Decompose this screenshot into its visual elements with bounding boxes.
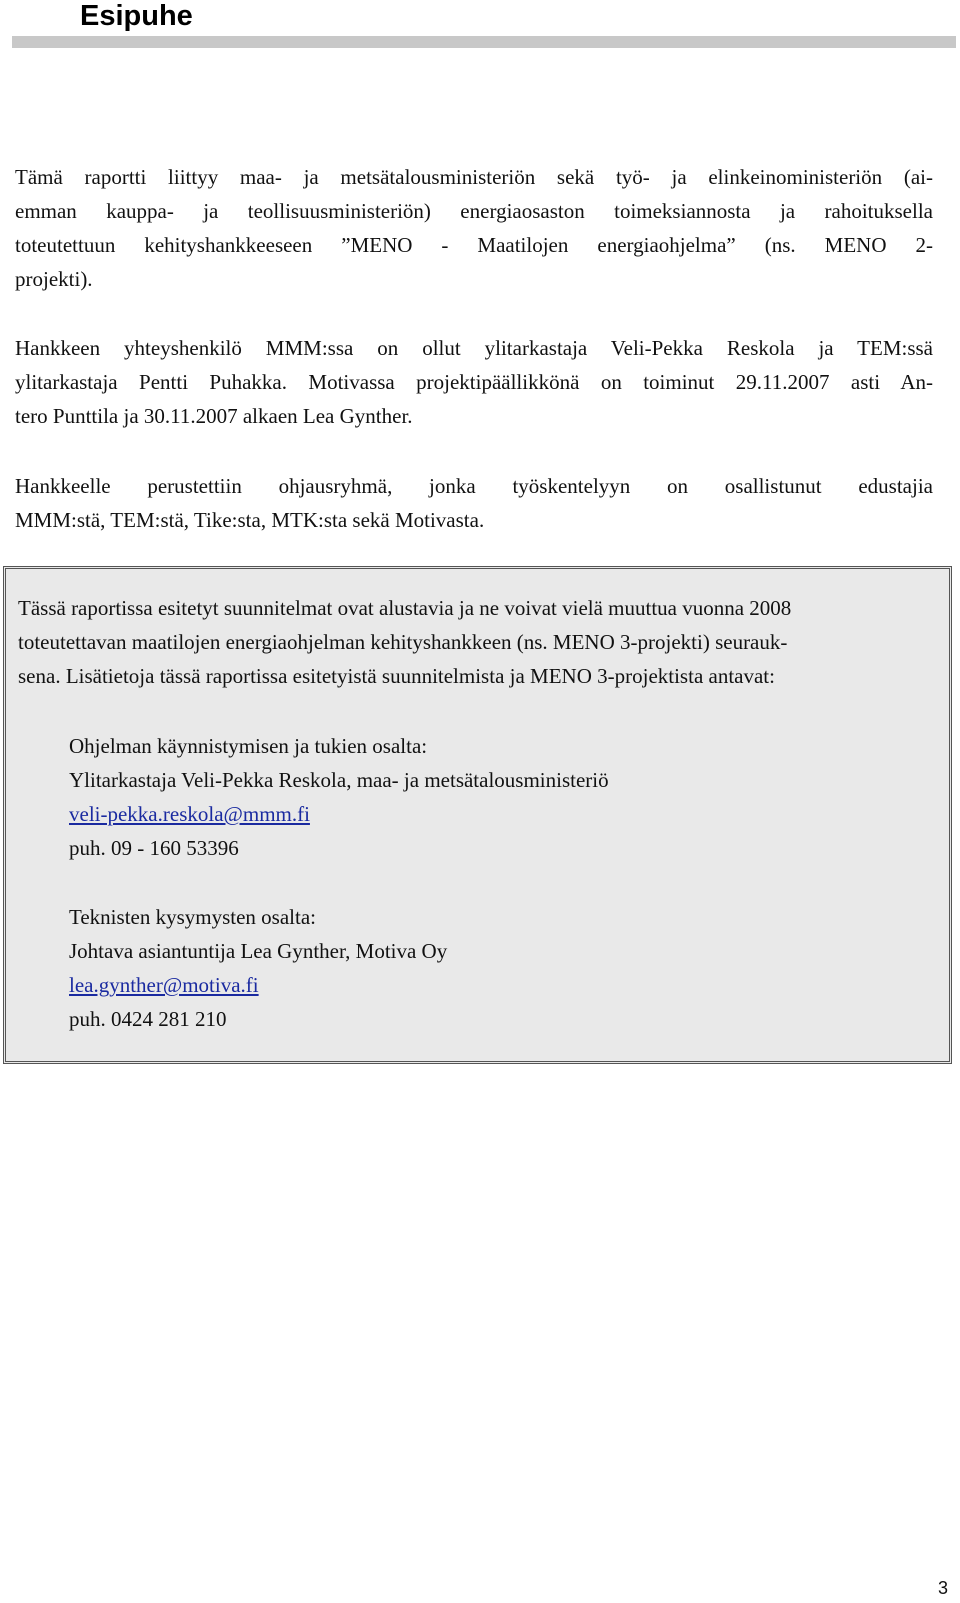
paragraph-line: Hankkeen yhteyshenkilö MMM:ssa on ollut ylitarkastaja Veli-Pekka Reskola ja TEM:ssä	[15, 336, 933, 360]
paragraph-steering-group	[15, 469, 933, 537]
contact-block-program	[69, 729, 609, 865]
contact-phone: puh. 09 - 160 53396	[69, 836, 239, 860]
paragraph-line: toteutettuun kehityshankkeeseen ”MENO - Maatilojen energiaohjelma” (ns. MENO 2-	[15, 233, 933, 257]
paragraph-line: toteutettavan maatilojen energiaohjelman kehityshankkeen (ns. MENO 3-projekti) seurauk-	[18, 630, 788, 654]
paragraph-intro	[15, 160, 933, 296]
heading-rule	[12, 36, 956, 48]
paragraph-line: Tämä raportti liittyy maa- ja metsätalousministeriön sekä työ- ja elinkeinoministeriön (ai-	[15, 165, 933, 189]
page-heading: Esipuhe	[80, 0, 193, 32]
paragraph-line: ylitarkastaja Pentti Puhakka. Motivassa projektipäällikkönä on toiminut 29.11.2007 asti An-	[15, 370, 933, 394]
info-box-intro	[18, 591, 936, 693]
paragraph-line: sena. Lisätietoja tässä raportissa esitetyistä suunnitelmista ja MENO 3-projektista antavat:	[18, 664, 775, 688]
contact-phone: puh. 0424 281 210	[69, 1007, 227, 1031]
page-number: 3	[938, 1578, 949, 1598]
contact-name: Ylitarkastaja Veli-Pekka Reskola, maa- ja metsätalousministeriö	[69, 768, 609, 792]
paragraph-line: MMM:stä, TEM:stä, Tike:sta, MTK:sta sekä Motivasta.	[15, 508, 485, 532]
paragraph-line: tero Punttila ja 30.11.2007 alkaen Lea Gynther.	[15, 404, 413, 428]
contact-heading: Teknisten kysymysten osalta:	[69, 905, 316, 929]
contact-email-link[interactable]: lea.gynther@motiva.fi	[69, 973, 259, 997]
contact-email-link[interactable]: veli-pekka.reskola@mmm.fi	[69, 802, 310, 826]
contact-name: Johtava asiantuntija Lea Gynther, Motiva Oy	[69, 939, 448, 963]
contact-heading: Ohjelman käynnistymisen ja tukien osalta:	[69, 734, 428, 758]
paragraph-contacts	[15, 331, 933, 433]
paragraph-line: emman kauppa- ja teollisuusministeriön) energiaosaston toimeksiannosta ja rahoituksella	[15, 199, 933, 223]
contact-block-technical	[69, 900, 447, 1036]
paragraph-line: Tässä raportissa esitetyt suunnitelmat ovat alustavia ja ne voivat vielä muuttua vuonna 2008	[18, 596, 792, 620]
paragraph-line: projekti).	[15, 267, 93, 291]
info-box	[3, 566, 952, 1064]
paragraph-line: Hankkeelle perustettiin ohjausryhmä, jonka työskentelyyn on osallistunut edustajia	[15, 474, 933, 498]
